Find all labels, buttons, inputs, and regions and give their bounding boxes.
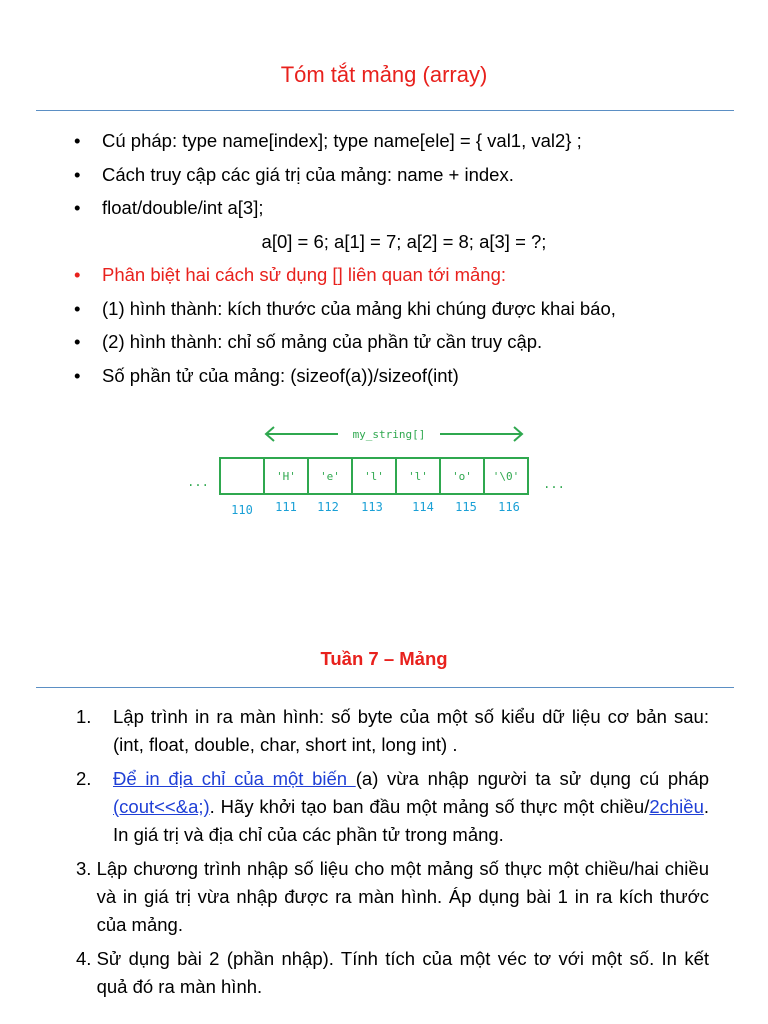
array-cells xyxy=(220,458,528,494)
array-cell-value: 'l' xyxy=(364,470,384,483)
exercise-3 xyxy=(76,855,709,939)
link-cout-syntax[interactable]: (cout<<&a;) xyxy=(113,796,210,817)
bullet-icon: • xyxy=(74,264,81,285)
exercise-2 xyxy=(76,765,709,849)
exercise-text: Sử dụng bài 2 (phần nhập). Tính tích của một véc tơ với một số. In kết quả đó ra màn hình. xyxy=(96,948,709,997)
summary-title: Tóm tắt mảng (array) xyxy=(280,62,488,87)
bullet-element-count: • Số phần tử của mảng: (sizeof(a))/sizeof(int) xyxy=(74,364,459,386)
bullet-declaration: • float/double/int a[3]; xyxy=(74,197,264,218)
array-address: 115 xyxy=(455,500,477,514)
exercise-4 xyxy=(76,945,709,1001)
summary-bullet-list xyxy=(74,130,734,398)
bullet-icon: • xyxy=(74,130,81,151)
array-address: 111 xyxy=(275,500,297,514)
bullet-access: • Cách truy cập các giá trị của mảng: name + index. xyxy=(74,163,514,185)
array-cell-value: 'o' xyxy=(452,470,472,483)
link-2d[interactable]: 2chiều xyxy=(649,796,704,817)
assignment-example: a[0] = 6; a[1] = 7; a[2] = 8; a[3] = ?; xyxy=(261,230,547,252)
ellipsis-right: ... xyxy=(543,477,565,491)
exercise-text: Lập chương trình nhập số liệu cho một mảng số thực một chiều/hai chiều và in giá trị vừa nhập được ra màn hình. Áp dụng bài 1 in ra kích thước của mảng. xyxy=(96,858,709,935)
array-memory-diagram xyxy=(176,420,576,520)
exercise-text: Để in địa chỉ của một biến (a) vừa nhập người ta sử dụng cú pháp (cout<<&a;). Hãy khởi tạo ban đầu một mảng số thực một chiều/2chiều. In giá trị và địa chỉ của các phần tử trong mảng. xyxy=(113,768,709,845)
exercise-text: Lập trình in ra màn hình: số byte của một số kiểu dữ liệu cơ bản sau: (int, float, double, char, short int, long int) . xyxy=(113,706,709,755)
exercise-number: 3. xyxy=(76,858,97,879)
bullet-syntax: • Cú pháp: type name[index]; type name[ele] = { val1, val2} ; xyxy=(74,130,582,151)
divider-top xyxy=(36,110,734,111)
array-address: 110 xyxy=(231,503,253,517)
array-cell xyxy=(220,458,264,494)
array-address: 116 xyxy=(498,500,520,514)
array-cell-value: 'l' xyxy=(408,470,428,483)
ellipsis-left: ... xyxy=(187,475,209,489)
bullet-icon: • xyxy=(74,163,81,185)
array-address: 114 xyxy=(412,500,434,514)
bullet-usage-1: • (1) hình thành: kích thước của mảng khi chúng được khai báo, xyxy=(74,297,616,319)
divider-bottom xyxy=(36,687,734,688)
exercise-number: 2. xyxy=(76,768,92,789)
array-address: 112 xyxy=(317,500,339,514)
array-address: 113 xyxy=(361,500,383,514)
week-title: Tuần 7 – Mảng xyxy=(320,648,448,669)
bullet-icon: • xyxy=(74,297,81,319)
array-cell-value: 'H' xyxy=(276,470,296,483)
exercise-number: 1. xyxy=(76,706,92,727)
bullet-icon: • xyxy=(74,364,81,386)
bullet-usage-2: • (2) hình thành: chỉ số mảng của phần tử cần truy cập. xyxy=(74,331,543,352)
array-addresses xyxy=(231,500,520,517)
array-label: my_string[] xyxy=(352,428,426,441)
exercise-number: 4. xyxy=(76,948,97,969)
array-cell-value: '\0' xyxy=(492,470,520,483)
link-print-address[interactable]: Để in địa chỉ của một biến xyxy=(113,768,356,789)
array-cell-value: 'e' xyxy=(320,470,340,483)
bullet-icon: • xyxy=(74,331,81,352)
exercise-list xyxy=(76,703,709,1007)
exercise-1 xyxy=(76,703,709,759)
bullet-distinguish: • Phân biệt hai cách sử dụng [] liên quan tới mảng: xyxy=(74,264,507,285)
bullet-icon: • xyxy=(74,197,81,218)
